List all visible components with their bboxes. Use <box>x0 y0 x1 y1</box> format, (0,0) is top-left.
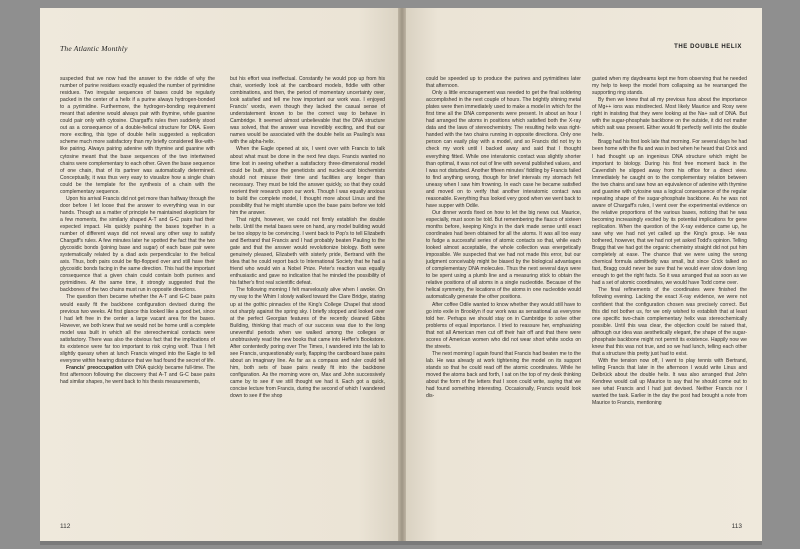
paragraph: gusted when my daydreams kept me from observing that he needed my help to keep the model from collapsing as he rearranged the supporting ring stands. <box>592 76 747 97</box>
paragraph: The following morning I felt marvelously alive when I awoke. On my way to the Whim I slowly walked toward the Clare Bridge, staring up at the gothic pinnacles of the King's College Chapel that stood out sharply against the spring sky. I briefly stopped and looked over at the perfect Georgian features of the recently cleaned Gibbs Building, thinking that much of our success was due to the long uneventful periods when we walked among the colleges or unobtrusively read the new books that came into Heffer's Bookstore. After contentedly poring over The Times, I wandered into the lab to see Francis, unquestionably early, flapping the cardboard base pairs about an imaginary line. As far as a compass and ruler could tell him, both sets of base pairs neatly fit into the backbone configuration. As the morning wore on, Max and John successively came by to see if we still thought we had it. Each got a quick, concise lecture from Francis, during the second of which I wandered down to see if the shop <box>230 287 385 400</box>
paragraph: Upon his arrival Francis did not get more than halfway through the door before I let loose that the answer to everything was in our hands. Though as a matter of principle he maintained skepticism for a few moments, the similarly shaped A-T and G-C pairs had their expected impact. His quickly pushing the bases together in a number of different ways did not reveal any other way to satisfy Chargaff's rules. A few minutes later he spotted the fact that the two glycosidic bonds (joining base and sugar) of each base pair were systematically related by a diad axis perpendicular to the helical axis. Thus, both pairs could be flip-flopped over and still have their glycosidic bonds facing in the same direction. This had the important consequence that a given chain could contain both purines and pyrimidines. At the same time, it strongly suggested that the backbones of the two chains must run in opposite directions. <box>60 195 215 294</box>
book-gutter <box>398 8 406 541</box>
paragraph-text: with DNA quickly became full-time. The first afternoon following the discovery that A-T and G-C base pairs had similar shapes, he went back to his thesis measurements, <box>60 364 215 386</box>
book-edge-shadow <box>40 541 762 545</box>
section-subhead: Francis' preoccupation <box>66 364 123 371</box>
paragraph: could be speeded up to produce the purines and pyrimidines later that afternoon. <box>426 76 581 90</box>
paragraph: That night, however, we could not firmly establish the double helix. Until the metal bases were on hand, any model building would be too sloppy to be convincing. I went back to Pop's to tell Elizabeth and Bertrand that Francis and I had probably beaten Pauling to the gate and that the answer would revolutionize biology. Both were genuinely pleased, Elizabeth with sisterly pride, Bertrand with the idea that he could report back to International Society that he had a friend who would win a Nobel Prize. Peter's reaction was equally enthusiastic and gave no indication that he minded the possibility of his father's first real scientific defeat. <box>230 216 385 287</box>
paragraph: With the tension now off, I went to play tennis with Bertrand, telling Francis that later in the afternoon I would write Linus and Delbrück about the double helix. It was also arranged that John Kendrew would call up Maurice to say that he should come out to see what Francis and I had just devised. Neither Francis nor I wanted the task. Earlier in the day the post had brought a note from Maurice to Francis, mentioning <box>592 357 747 407</box>
paragraph-with-subhead <box>60 365 215 386</box>
paragraph: After coffee Odile wanted to know whether they would still have to go into exile in Brooklyn if our work was as sensational as everyone told her. Perhaps we should stay on in Cambridge to solve other problems of equal importance. I tried to reassure her, emphasizing that not all American men cut off their hair off and that there were scores of American women who did not wear short white socks on the streets. <box>426 301 581 350</box>
paragraph: suspected that we now had the answer to the riddle of why the number of purine residues exactly equaled the number of pyrimidine residues. Two irregular sequences of bases could be regularly packed in the center of a helix if a purine always hydrogen-bonded to a pyrimidine. Furthermore, the hydrogen-bonding requirement meant that adenine would always pair with thymine, while guanine could pair only with cytosine. Chargaff's rules then suddenly stood out as a consequence of a double-helical structure for DNA. Even more exciting, this type of double helix suggested a replication scheme much more satisfactory than my briefly considered like-with-like pairing. Always pairing adenine with thymine and guanine with cytosine meant that the base sequences of the two intertwined chains were complementary to each other. Given the base sequence of one chain, that of its partner was automatically determined. Conceptually, it was thus very easy to visualize how a single chain could be the template for the synthesis of a chain with the complementary sequence. <box>60 76 215 195</box>
paragraph: The next morning I again found that Francis had beaten me to the lab. He was already at work tightening the model on its support stands so that he could read off the atomic coordinates. While he moved the atoms back and forth, I sat on the top of my desk thinking about the form of the letters that I soon could write, saying that we had found something interesting. Occasionally, Francis would look dis- <box>426 350 581 400</box>
running-head-left: The Atlantic Monthly <box>60 44 128 53</box>
right-page-column-1 <box>426 76 581 506</box>
left-page <box>40 8 402 541</box>
page-number-right: 113 <box>731 523 742 530</box>
page-number-left: 112 <box>60 523 71 530</box>
paragraph: The question then became whether the A-T and G-C base pairs would easily fit the backbone configuration devised during the previous two weeks. At first glance this looked like a good bet, since I had left free in the center a large vacant area for the bases. However, we both knew that we would not be home until a complete model was built in which all the stereochemical contacts were satisfactory. There was also the obvious fact that the implications of its existence were far too important to risk crying wolf. Thus I felt slightly queasy when at lunch Francis winged into the Eagle to tell everyone within hearing distance that we had found the secret of life. <box>60 294 215 364</box>
paragraph: The final refinements of the coordinates were finished the following evening. Lacking the exact X-ray evidence, we were not confident that the configuration chosen was precisely correct. But this did not bother us, for we only wished to establish that at least one specific two-chain complementary helix was stereochemically possible. Until this was clear, the objection could be raised that, although our idea was aesthetically elegant, the shape of the sugar-phosphate backbone might not permit its existence. Happily now we knew that this was not true, and so we had lunch, telling each other that a structure this pretty just had to exist. <box>592 287 747 357</box>
running-head-right: THE DOUBLE HELIX <box>674 44 742 50</box>
paragraph: Our dinner words fixed on how to let the big news out. Maurice, especially, must soon be told. But remembering the fiasco of sixteen months before, keeping King's in the dark made sense until exact coordinates had been obtained for all the atoms. It was all too easy to fudge a successful series of atomic contacts so that, while each looked almost acceptable, the whole collection was energetically impossible. We suspected that we had not made this error, but our judgment conceivably might be biased by the biological advantages of complementary DNA molecules. Thus the next several days were to be spent using a plumb line and a measuring stick to obtain the relative positions of all atoms in a single nucleotide. Because of the helical symmetry, the locations of the atoms in one nucleotide would automatically generate the other positions. <box>426 209 581 301</box>
paragraph: By then we knew that all my previous fuss about the importance of Mg++ ions was misdirected. Most likely Maurice and Rosy were right in insisting that they were looking at the Na+ salt of DNA. But with the sugar-phosphate backbone on the outside, it did not matter which salt was present. Either would fit perfectly well into the double helix. <box>592 97 747 139</box>
left-page-column-2 <box>230 76 385 506</box>
right-page <box>402 8 762 541</box>
paragraph: Bragg had his first look late that morning. For several days he had been home with the flu and was in bed when he heard that Crick and I had thought up an ingenious DNA structure which might be important to biology. During his first free moment back in the Cavendish he slipped away from his office for a direct view. Immediately he caught on to the complementary relation between the two chains and saw how an equivalence of adenine with thymine and guanine with cytosine was a logical consequence of the regular repeating shape of the sugar-phosphate backbone. As he was not aware of Chargaff's rules, I went over the experimental evidence on the relative proportions of the various bases, noticing that he was becoming increasingly excited by its potential implications for gene replication. When the question of the X-ray evidence came up, he saw why we had not yet called up the King's group. He was bothered, however, that we had not yet asked Todd's opinion. Telling Bragg that we had got the organic chemistry straight did not put him completely at ease. The chance that we were using the wrong chemical formula admittedly was small, but since Crick talked so fast, Bragg could never be sure that he would ever slow down long enough to get the right facts. So it was arranged that as soon as we had a set of atomic coordinates, we would have Todd come over. <box>592 139 747 287</box>
paragraph: Only a little encouragement was needed to get the final soldering accomplished in the next couple of hours. The brightly shining metal plates were then immediately used to make a model in which for the first time all the DNA components were present. In about an hour I had arranged the atoms in positions which satisfied both the X-ray data and the laws of stereochemistry. The resulting helix was right-handed with the two chains running in opposite directions. Only one person can easily play with a model, and so Francis did not try to check my work until I backed away and said that I thought everything fitted. While one interatomic contact was slightly shorter than optimal, it was not out of line with several published values, and I was not disturbed. Another fifteen minutes' fiddling by Francis failed to find anything wrong, though for brief intervals my stomach felt uneasy when I saw him frowning. In each case he became satisfied and moved on to verify that another interatomic contact was reasonable. Everything thus looked very good when we went back to have supper with Odile. <box>426 90 581 209</box>
paragraph: but his effort was ineffectual. Constantly he would pop up from his chair, worriedly look at the cardboard models, fiddle with other combinations, and then, the period of momentary uncertainty over, look satisfied and tell me how important our work was. I enjoyed Francis' words, even though they lacked the casual sense of understatement known to be the correct way to behave in Cambridge. It seemed almost unbelievable that the DNA structure was solved, that the answer was incredibly exciting, and that our names would be associated with the double helix as Pauling's was with the alpha-helix. <box>230 76 385 146</box>
paragraph: When the Eagle opened at six, I went over with Francis to talk about what must be done in the next few days. Francis wanted no time lost in seeing whether a satisfactory three-dimensional model could be built, since the geneticists and nucleic-acid biochemists should not misuse their time and facilities any longer than necessary. They must be told the answer quickly, so that they could reorient their research upon our work. Though I was equally anxious to build the complete model, I thought more about Linus and the possibility that he might stumble upon the base pairs before we told him the answer. <box>230 146 385 216</box>
left-page-column-1 <box>60 76 215 506</box>
right-page-column-2 <box>592 76 747 506</box>
